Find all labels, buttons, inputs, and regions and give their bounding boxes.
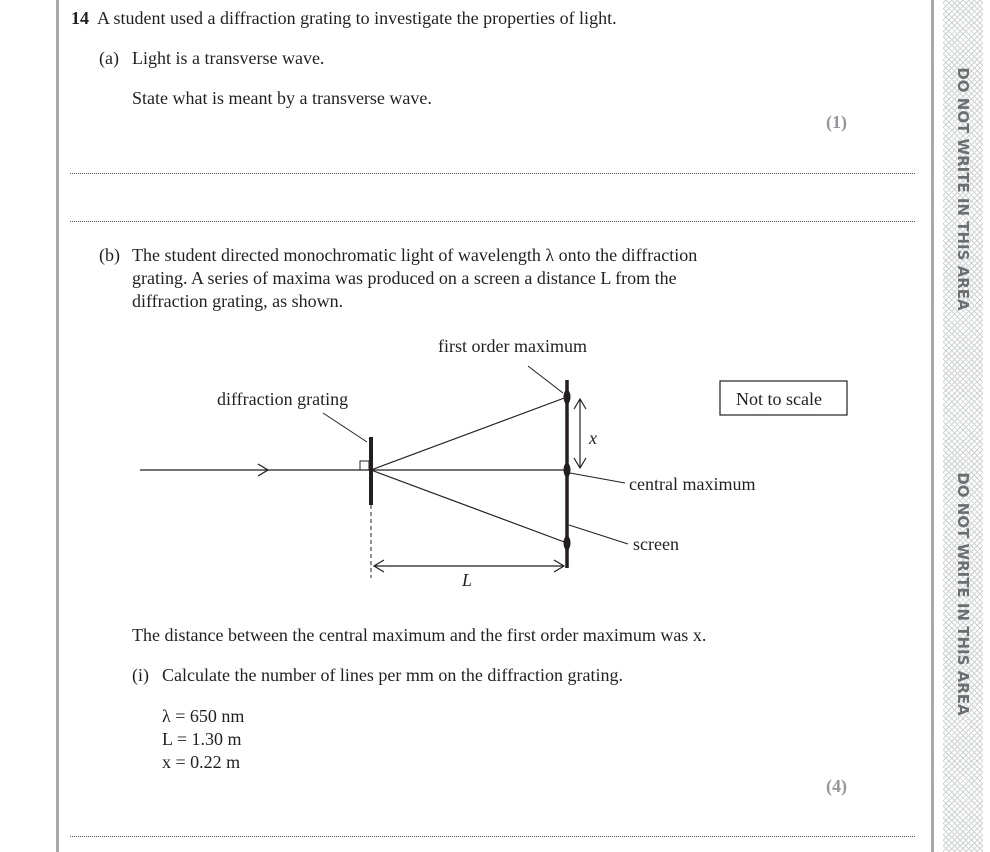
lower-first-order-dot	[564, 536, 571, 550]
given-wavelength: λ = 650 nm	[162, 706, 245, 726]
label-screen: screen	[633, 534, 679, 554]
part-i-text: Calculate the number of lines per mm on the diffraction grating.	[162, 665, 624, 685]
label-central: central maximum	[629, 474, 756, 494]
right-angle-mark	[360, 461, 369, 470]
label-grating: diffraction grating	[217, 389, 349, 409]
given-L: L = 1.30 m	[162, 729, 242, 749]
leader-grating	[323, 413, 367, 442]
part-i-marks: (4)	[826, 776, 847, 796]
leader-screen	[569, 525, 628, 544]
ray-upper	[371, 397, 567, 470]
stem-text: A student used a diffraction grating to investigate the properties of light.	[97, 8, 617, 28]
part-a-marks: (1)	[826, 112, 847, 132]
label-not-to-scale: Not to scale	[736, 389, 822, 409]
label-L: L	[462, 570, 473, 590]
part-b-line2: grating. A series of maxima was produced on a screen a distance L from the	[132, 268, 677, 288]
distance-text: The distance between the central maximum and the first order maximum was x.	[132, 625, 707, 645]
margin-warning: DO NOT WRITE IN THIS AREA	[954, 67, 972, 311]
label-x: x	[589, 428, 597, 448]
first-order-maximum-dot	[564, 390, 571, 404]
leader-central	[570, 473, 625, 483]
part-b-line3: diffraction grating, as shown.	[132, 291, 344, 311]
given-x: x = 0.22 m	[162, 752, 241, 772]
part-a-label: (a)	[99, 48, 119, 68]
answer-line[interactable]	[70, 836, 915, 837]
part-i-label: (i)	[132, 665, 149, 685]
part-a-instruction: State what is meant by a transverse wave.	[132, 88, 432, 108]
part-b-line1: The student directed monochromatic light of wavelength λ onto the diffraction	[132, 245, 698, 265]
question-number: 14	[71, 8, 89, 28]
label-first-order: first order maximum	[438, 336, 587, 356]
leader-first-order	[528, 366, 563, 393]
part-b-label: (b)	[99, 245, 120, 265]
ray-lower	[371, 470, 567, 543]
part-a-text: Light is a transverse wave.	[132, 48, 325, 68]
margin-warning: DO NOT WRITE IN THIS AREA	[954, 472, 972, 716]
central-maximum-dot	[564, 463, 571, 477]
